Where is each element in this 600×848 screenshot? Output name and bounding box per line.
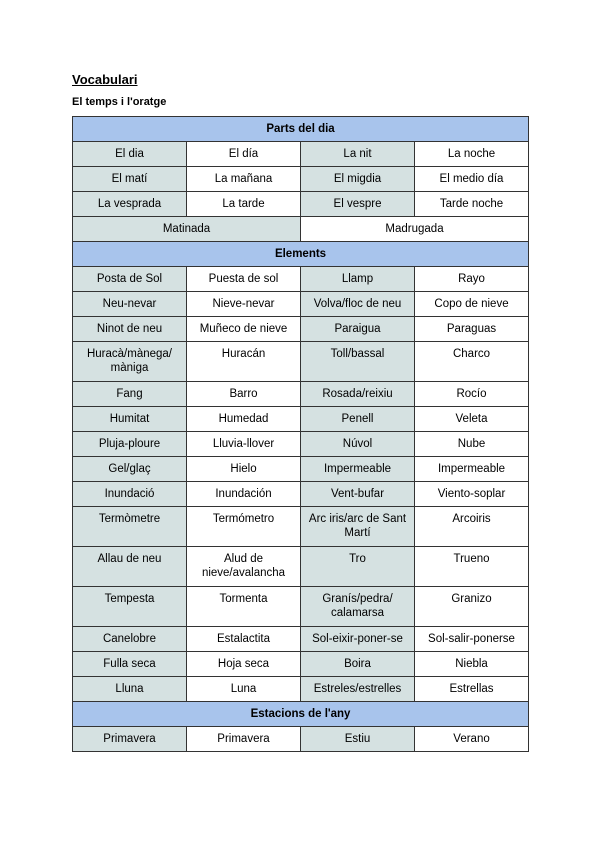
spanish-term: Huracán [187, 342, 301, 382]
spanish-term: Veleta [415, 407, 529, 432]
catalan-term: Posta de Sol [73, 267, 187, 292]
catalan-term: Paraigua [301, 317, 415, 342]
catalan-term: Rosada/reixiu [301, 382, 415, 407]
spanish-term: Rocío [415, 382, 529, 407]
catalan-term: Ninot de neu [73, 317, 187, 342]
spanish-term: El medio día [415, 167, 529, 192]
catalan-term: Penell [301, 407, 415, 432]
spanish-term: Impermeable [415, 457, 529, 482]
table-row [73, 267, 529, 292]
table-row [73, 217, 529, 242]
table-row [73, 677, 529, 702]
catalan-term: El matí [73, 167, 187, 192]
spanish-term: Copo de nieve [415, 292, 529, 317]
section-header-row [73, 242, 529, 267]
catalan-term: Fulla seca [73, 652, 187, 677]
table-row [73, 317, 529, 342]
catalan-term: Matinada [73, 217, 301, 242]
spanish-term: Tarde noche [415, 192, 529, 217]
catalan-term: Humitat [73, 407, 187, 432]
table-row [73, 342, 529, 382]
spanish-term: Termómetro [187, 507, 301, 547]
spanish-term: Arcoiris [415, 507, 529, 547]
catalan-term: Tempesta [73, 587, 187, 627]
table-row [73, 652, 529, 677]
spanish-term: Niebla [415, 652, 529, 677]
table-row [73, 167, 529, 192]
spanish-term: La tarde [187, 192, 301, 217]
spanish-term: Alud de nieve/avalancha [187, 547, 301, 587]
table-row [73, 587, 529, 627]
spanish-term: Rayo [415, 267, 529, 292]
spanish-term: Nube [415, 432, 529, 457]
spanish-term: Sol-salir-ponerse [415, 627, 529, 652]
catalan-term: El dia [73, 142, 187, 167]
spanish-term: Estalactita [187, 627, 301, 652]
vocabulary-table [72, 116, 529, 752]
page-title: Vocabulari [72, 72, 138, 87]
catalan-term: Impermeable [301, 457, 415, 482]
spanish-term: Paraguas [415, 317, 529, 342]
catalan-term: Arc iris/arc de Sant Martí [301, 507, 415, 547]
spanish-term: Viento-soplar [415, 482, 529, 507]
table-row [73, 507, 529, 547]
catalan-term: Pluja-ploure [73, 432, 187, 457]
catalan-term: Inundació [73, 482, 187, 507]
table-row [73, 547, 529, 587]
catalan-term: Núvol [301, 432, 415, 457]
catalan-term: El vespre [301, 192, 415, 217]
catalan-term: Termòmetre [73, 507, 187, 547]
table-row [73, 292, 529, 317]
catalan-term: Canelobre [73, 627, 187, 652]
catalan-term: Tro [301, 547, 415, 587]
catalan-term: Fang [73, 382, 187, 407]
section-header: Elements [73, 242, 529, 267]
catalan-term: La vesprada [73, 192, 187, 217]
catalan-term: Huracà/mànega/ màniga [73, 342, 187, 382]
spanish-term: Hoja seca [187, 652, 301, 677]
spanish-term: Barro [187, 382, 301, 407]
catalan-term: Neu-nevar [73, 292, 187, 317]
spanish-term: Puesta de sol [187, 267, 301, 292]
spanish-term: Madrugada [301, 217, 529, 242]
table-row [73, 432, 529, 457]
spanish-term: Primavera [187, 727, 301, 752]
catalan-term: Granís/pedra/ calamarsa [301, 587, 415, 627]
table-row [73, 382, 529, 407]
table-row [73, 482, 529, 507]
spanish-term: Charco [415, 342, 529, 382]
spanish-term: El día [187, 142, 301, 167]
table-row [73, 727, 529, 752]
catalan-term: Estreles/estrelles [301, 677, 415, 702]
spanish-term: Hielo [187, 457, 301, 482]
table-row [73, 142, 529, 167]
catalan-term: Volva/floc de neu [301, 292, 415, 317]
catalan-term: Lluna [73, 677, 187, 702]
section-header-row [73, 702, 529, 727]
spanish-term: Inundación [187, 482, 301, 507]
section-header: Parts del dia [73, 117, 529, 142]
spanish-term: Nieve-nevar [187, 292, 301, 317]
section-header-row [73, 117, 529, 142]
table-row [73, 457, 529, 482]
catalan-term: Llamp [301, 267, 415, 292]
catalan-term: El migdia [301, 167, 415, 192]
catalan-term: Allau de neu [73, 547, 187, 587]
spanish-term: La mañana [187, 167, 301, 192]
table-row [73, 407, 529, 432]
page-subtitle: El temps i l'oratge [72, 96, 167, 108]
table-row [73, 192, 529, 217]
catalan-term: La nit [301, 142, 415, 167]
catalan-term: Vent-bufar [301, 482, 415, 507]
spanish-term: Lluvia-llover [187, 432, 301, 457]
catalan-term: Toll/bassal [301, 342, 415, 382]
catalan-term: Estiu [301, 727, 415, 752]
spanish-term: Granizo [415, 587, 529, 627]
section-header: Estacions de l'any [73, 702, 529, 727]
spanish-term: Muñeco de nieve [187, 317, 301, 342]
catalan-term: Sol-eixir-poner-se [301, 627, 415, 652]
catalan-term: Primavera [73, 727, 187, 752]
spanish-term: Tormenta [187, 587, 301, 627]
spanish-term: Verano [415, 727, 529, 752]
catalan-term: Boira [301, 652, 415, 677]
table-row [73, 627, 529, 652]
spanish-term: Humedad [187, 407, 301, 432]
spanish-term: La noche [415, 142, 529, 167]
catalan-term: Gel/glaç [73, 457, 187, 482]
spanish-term: Luna [187, 677, 301, 702]
spanish-term: Estrellas [415, 677, 529, 702]
spanish-term: Trueno [415, 547, 529, 587]
